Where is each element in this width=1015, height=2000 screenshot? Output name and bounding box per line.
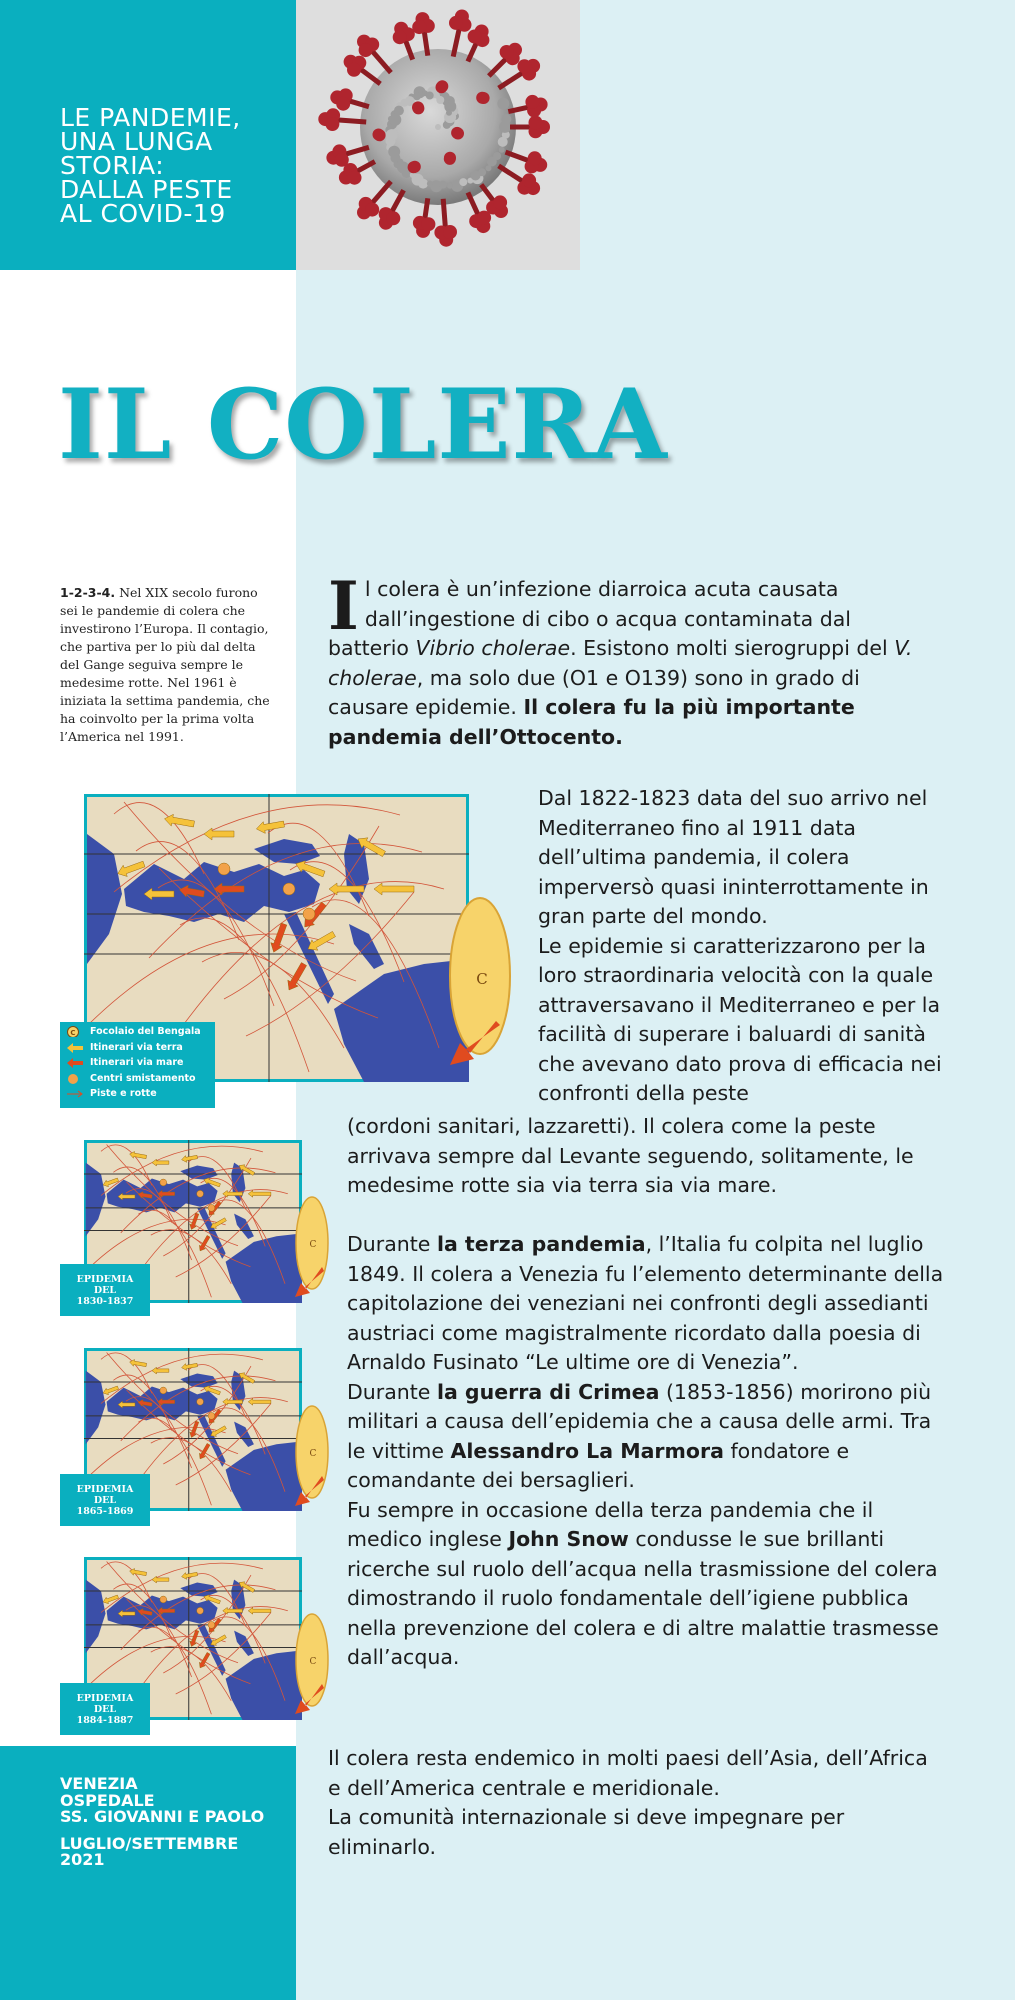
intro-paragraph: [328, 567, 928, 752]
text-run: , ma solo due (O1 e O139) sono in grado di causare epidemie.: [328, 665, 860, 719]
bold-run: la terza pandemia: [436, 1232, 646, 1256]
text-block: [347, 1230, 947, 1378]
bengal-focus-marker: [292, 1610, 332, 1720]
legend-item: [62, 1086, 213, 1102]
svg-text:C: C: [70, 1029, 76, 1038]
marker-label: C: [476, 970, 488, 988]
text-block: Il colera resta endemico in molti paesi dell’Asia, dell’Africa e dell’America centrale e meridionale.: [328, 1746, 928, 1800]
venue-line: OSPEDALE: [60, 1790, 155, 1810]
epidemic-label: [60, 1683, 150, 1735]
third-pandemic-paragraph: [347, 1230, 947, 1673]
label-line: 1865-1869: [76, 1505, 134, 1517]
text-block: [347, 1378, 947, 1496]
label-line: DEL: [93, 1703, 117, 1715]
text-block: [347, 1496, 947, 1673]
bold-run: Alessandro La Marmora: [450, 1438, 724, 1463]
series-title-line: UNA LUNGA: [60, 127, 213, 156]
series-title: [60, 103, 241, 228]
drop-cap: I: [328, 567, 359, 645]
text-run: Durante: [347, 1232, 437, 1256]
series-title-line: DALLA PESTE: [60, 175, 233, 204]
caption-text: Nel XIX secolo furono sei le pandemie di colera che investirono l’Europa. Il contagio, che partiva per lo più dal delta del Gange seguiva sempre le medesime rotte. Nel 1961 è iniziata la settima pandemia, che ha coinvolto per la prima volta l’America nel 1991.: [60, 585, 270, 744]
label-line: EPIDEMIA: [76, 1692, 134, 1704]
legend-item: [62, 1024, 213, 1040]
label-line: DEL: [93, 1494, 117, 1506]
sea-route-arrow-icon: [66, 1057, 84, 1068]
legend-label: Itinerari via terra: [90, 1041, 183, 1053]
virus-image-panel: [296, 0, 580, 270]
legend-item: [62, 1055, 213, 1071]
italic-run: Vibrio cholerae: [415, 636, 571, 660]
history-paragraph: [538, 784, 963, 1109]
text-block: Le epidemie si caratterizzarono per la loro straordinaria velocità con la quale attraversavano il Mediterraneo e per la facilità di superare i baluardi di sanità che avevano dato prova di efficacia nei confronti della peste: [538, 933, 942, 1105]
text-block: Dal 1822-1823 data del suo arrivo nel Mediterraneo fino al 1911 data dell’ultima pandemia, il colera imperversò quasi ininterrottamente in gran parte del mondo.: [538, 786, 929, 928]
venue-line: LUGLIO/SETTEMBRE: [60, 1833, 239, 1853]
venue-line: SS. GIOVANNI E PAOLO: [60, 1807, 265, 1826]
label-line: 1884-1887: [76, 1714, 134, 1726]
italic-run: V. cholerae: [328, 636, 913, 690]
legend-item: [62, 1040, 213, 1056]
bold-run: Il colera fu la più importante pandemia dell’Ottocento.: [328, 695, 855, 749]
label-line: DEL: [93, 1284, 117, 1296]
bengal-focus-marker: [292, 1402, 332, 1512]
text-run: fondatore e comandante dei bersaglieri.: [347, 1438, 850, 1492]
route-line-icon: [66, 1088, 84, 1099]
epidemic-label: [60, 1474, 150, 1526]
series-title-line: STORIA:: [60, 151, 165, 180]
caption-ref: 1-2-3-4.: [60, 585, 116, 600]
text-run: l colera è un’infezione diarroica acuta causata dall’ingestione di cibo o acqua contaminata dal batterio: [328, 577, 851, 660]
label-line: EPIDEMIA: [76, 1273, 134, 1285]
label-line: 1830-1837: [76, 1295, 134, 1307]
coronavirus-image: [296, 0, 580, 270]
legend-item: [62, 1071, 213, 1087]
text-block: La comunità internazionale si deve impegnare per eliminarlo.: [328, 1805, 845, 1859]
text-run: Fu sempre in occasione della terza pandemia che il medico inglese: [347, 1497, 874, 1551]
figure-caption: [60, 584, 275, 746]
bengal-focus-marker: [292, 1193, 332, 1303]
legend-label: Focolaio del Bengala: [90, 1026, 201, 1038]
epidemic-label: [60, 1264, 150, 1316]
bold-run: la guerra di Crimea: [436, 1379, 660, 1404]
svg-text:C: C: [309, 1240, 317, 1250]
text-run: Durante: [347, 1379, 437, 1404]
label-line: EPIDEMIA: [76, 1483, 134, 1495]
svg-text:C: C: [309, 1657, 317, 1667]
legend-label: Itinerari via mare: [90, 1057, 184, 1069]
venue-line: 2021: [60, 1850, 105, 1869]
land-route-arrow-icon: [66, 1042, 84, 1053]
history-paragraph-continued: (cordoni sanitari, lazzaretti). Il colera come la peste arrivava sempre dal Levante seguendo, solitamente, le medesime rotte sia via terra sia via mare.: [347, 1114, 914, 1197]
sorting-center-icon: [66, 1073, 84, 1084]
bengal-focus-marker: [438, 893, 514, 1068]
venue-info: [60, 1776, 264, 1869]
legend-label: Centri smistamento: [90, 1072, 196, 1084]
map-legend: [60, 1022, 215, 1108]
text-run: condusse le sue brillanti ricerche sul ruolo dell’acqua nella trasmissione del colera dimostrando il ruolo fondamentale dell’igiene pubblica nella prevenzione del colera e di altre malattie trasmesse dall’acqua.: [347, 1527, 939, 1669]
bold-run: John Snow: [508, 1527, 629, 1551]
text-run: (1853-1856) morirono più militari a causa dell’epidemia che a causa delle armi. Tra le vittime: [347, 1379, 932, 1463]
series-title-line: AL COVID-19: [60, 199, 226, 228]
bengal-focus-icon: [66, 1026, 84, 1037]
svg-text:C: C: [309, 1449, 317, 1459]
text-run: . Esistono molti sierogruppi del: [570, 636, 895, 660]
venue-line: VENEZIA: [60, 1774, 138, 1793]
closing-paragraph: [328, 1744, 928, 1862]
page-title: IL COLERA: [58, 368, 668, 481]
legend-label: Piste e rotte: [90, 1088, 157, 1100]
series-title-line: LE PANDEMIE,: [60, 103, 241, 132]
text-run: , l’Italia fu colpita nel luglio 1849. Il colera a Venezia fu l’elemento determinante della capitolazione dei veneziani nei confronti degli assedianti austriaci come magistralmente ricordato dalla poesia di Arnaldo Fusinato “Le ultime ore di Venezia”.: [347, 1232, 944, 1374]
